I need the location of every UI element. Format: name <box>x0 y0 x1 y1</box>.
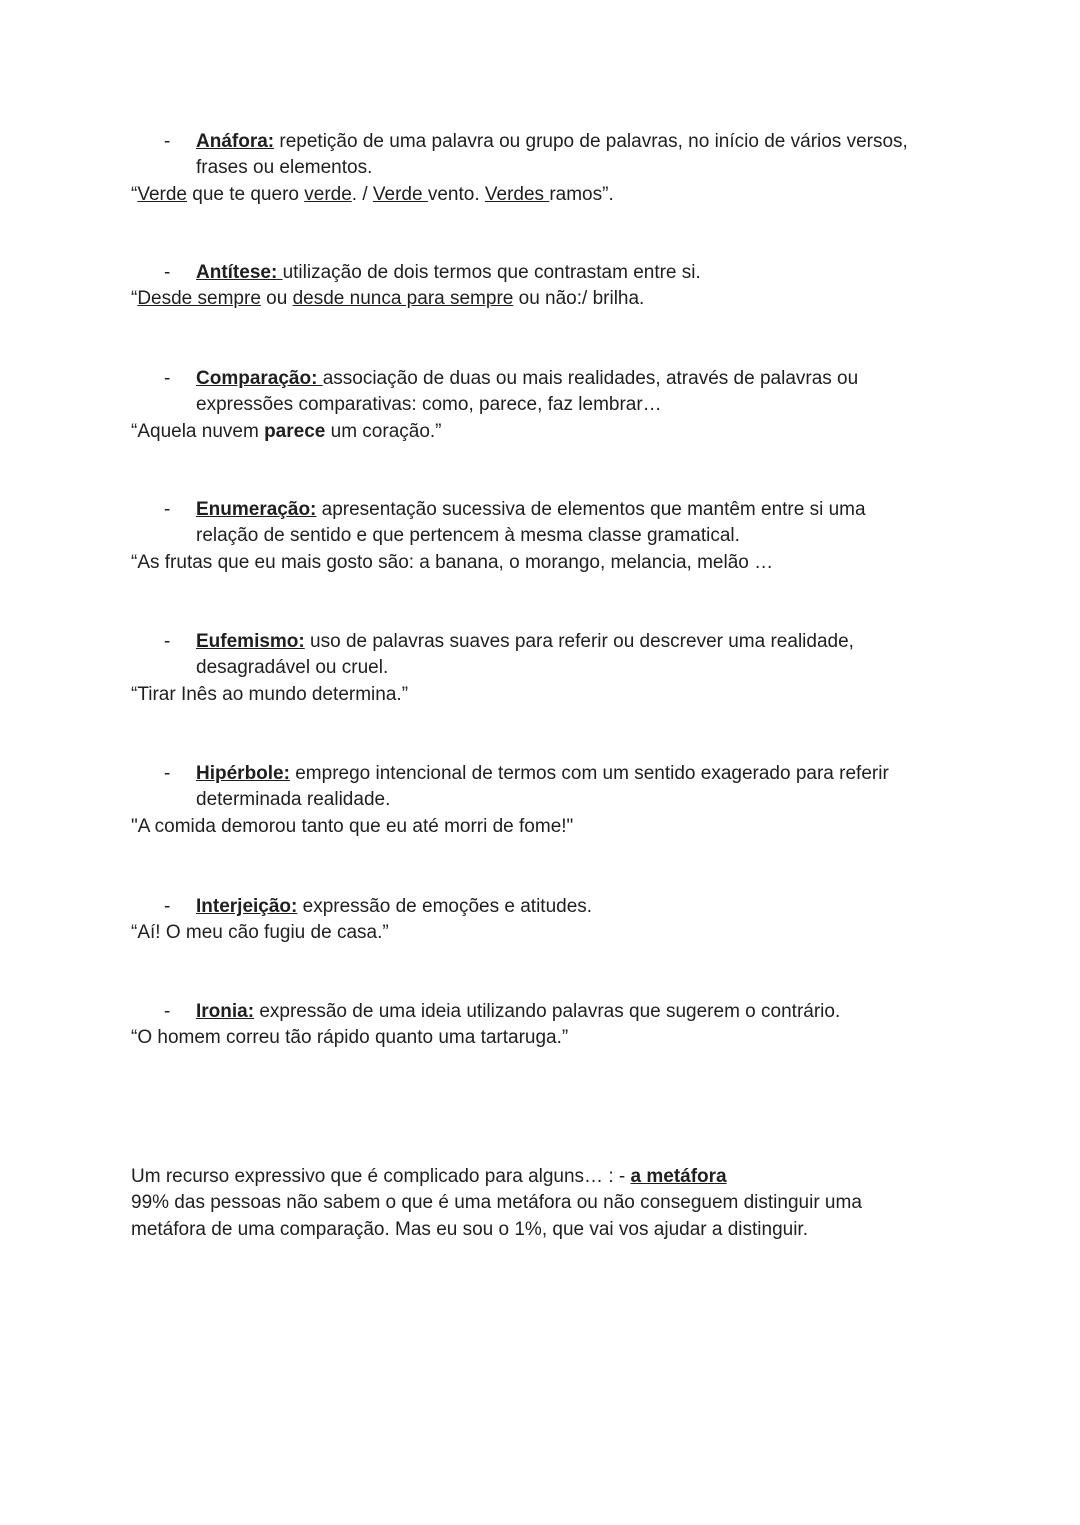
definition-cont: frases ou elementos. <box>196 157 373 179</box>
text: que te quero <box>186 183 305 205</box>
closing-highlight: a metáfora <box>630 1166 727 1187</box>
figure-ironia <box>131 999 961 1052</box>
example: “O homem correu tão rápido quanto uma tartaruga.” <box>131 1027 569 1049</box>
term: Ironia: <box>196 1001 255 1022</box>
text: “Aquela nuvem <box>131 420 265 442</box>
bullet: - <box>164 262 171 283</box>
closing-line: metáfora de uma comparação. Mas eu sou o 1%, que vai vos ajudar a distinguir. <box>131 1218 808 1240</box>
term: Eufemismo: <box>196 631 305 652</box>
definition-cont: relação de sentido e que pertencem à mesma classe gramatical. <box>196 525 740 547</box>
underlined-word: Verdes <box>484 183 550 205</box>
bullet: - <box>164 499 171 520</box>
figure-eufemismo <box>131 629 961 708</box>
definition-cont: determinada realidade. <box>196 789 391 811</box>
term: Enumeração: <box>196 499 317 520</box>
term: Hipérbole: <box>196 763 290 784</box>
term: Comparação: <box>196 368 323 389</box>
figure-enumeracao <box>131 497 961 576</box>
definition: expressão de emoções e atitudes. <box>297 896 593 917</box>
figure-antitese <box>131 260 961 313</box>
text: ou não:/ brilha. <box>513 288 645 310</box>
underlined-word: Verde <box>372 183 428 205</box>
closing-intro: Um recurso expressivo que é complicado para alguns… : - <box>131 1166 631 1187</box>
bold-word: parece <box>264 420 326 442</box>
definition: utilização de dois termos que contrastam entre si. <box>282 262 701 283</box>
example: “Tirar Inês ao mundo determina.” <box>131 683 409 705</box>
example: “As frutas que eu mais gosto são: a banana, o morango, melancia, melão … <box>131 551 774 573</box>
bullet: - <box>164 368 171 389</box>
definition: associação de duas ou mais realidades, através de palavras ou <box>322 368 859 389</box>
closing-paragraph <box>131 1164 961 1243</box>
text: . / <box>351 183 373 205</box>
example <box>131 286 961 312</box>
example <box>131 419 961 445</box>
text: vento. <box>427 183 485 205</box>
bullet: - <box>164 631 171 652</box>
underlined-word: verde <box>304 183 352 205</box>
definition-cont: desagradável ou cruel. <box>196 657 389 679</box>
text: “ <box>131 183 138 205</box>
text: ramos”. <box>549 183 614 205</box>
closing-line: 99% das pessoas não sabem o que é uma metáfora ou não conseguem distinguir uma <box>131 1192 862 1214</box>
term: Antítese: <box>196 262 283 283</box>
underlined-word: Verde <box>137 183 187 205</box>
underlined-phrase: Desde sempre <box>137 288 261 310</box>
term: Interjeição: <box>196 896 298 917</box>
bullet: - <box>164 131 171 152</box>
text: “ <box>131 288 138 310</box>
definition: apresentação sucessiva de elementos que mantêm entre si uma <box>316 499 866 520</box>
definition-cont: expressões comparativas: como, parece, faz lembrar… <box>196 394 662 416</box>
figure-interjeicao <box>131 894 961 947</box>
text: ou <box>260 288 293 310</box>
figure-comparacao <box>131 366 961 445</box>
bullet: - <box>164 763 171 784</box>
definition: repetição de uma palavra ou grupo de palavras, no início de vários versos, <box>274 131 908 152</box>
term: Anáfora: <box>196 131 275 152</box>
definition: emprego intencional de termos com um sentido exagerado para referir <box>289 763 889 784</box>
example: "A comida demorou tanto que eu até morri de fome!" <box>131 815 574 837</box>
example: “Aí! O meu cão fugiu de casa.” <box>131 922 389 944</box>
figure-hiperbole <box>131 761 961 840</box>
figure-anafora <box>131 129 961 208</box>
bullet: - <box>164 1001 171 1022</box>
definition: uso de palavras suaves para referir ou descrever uma realidade, <box>304 631 854 652</box>
definition: expressão de uma ideia utilizando palavras que sugerem o contrário. <box>254 1001 841 1022</box>
bullet: - <box>164 896 171 917</box>
underlined-phrase: desde nunca para sempre <box>292 288 514 310</box>
example <box>131 182 961 208</box>
text: um coração.” <box>325 420 442 442</box>
